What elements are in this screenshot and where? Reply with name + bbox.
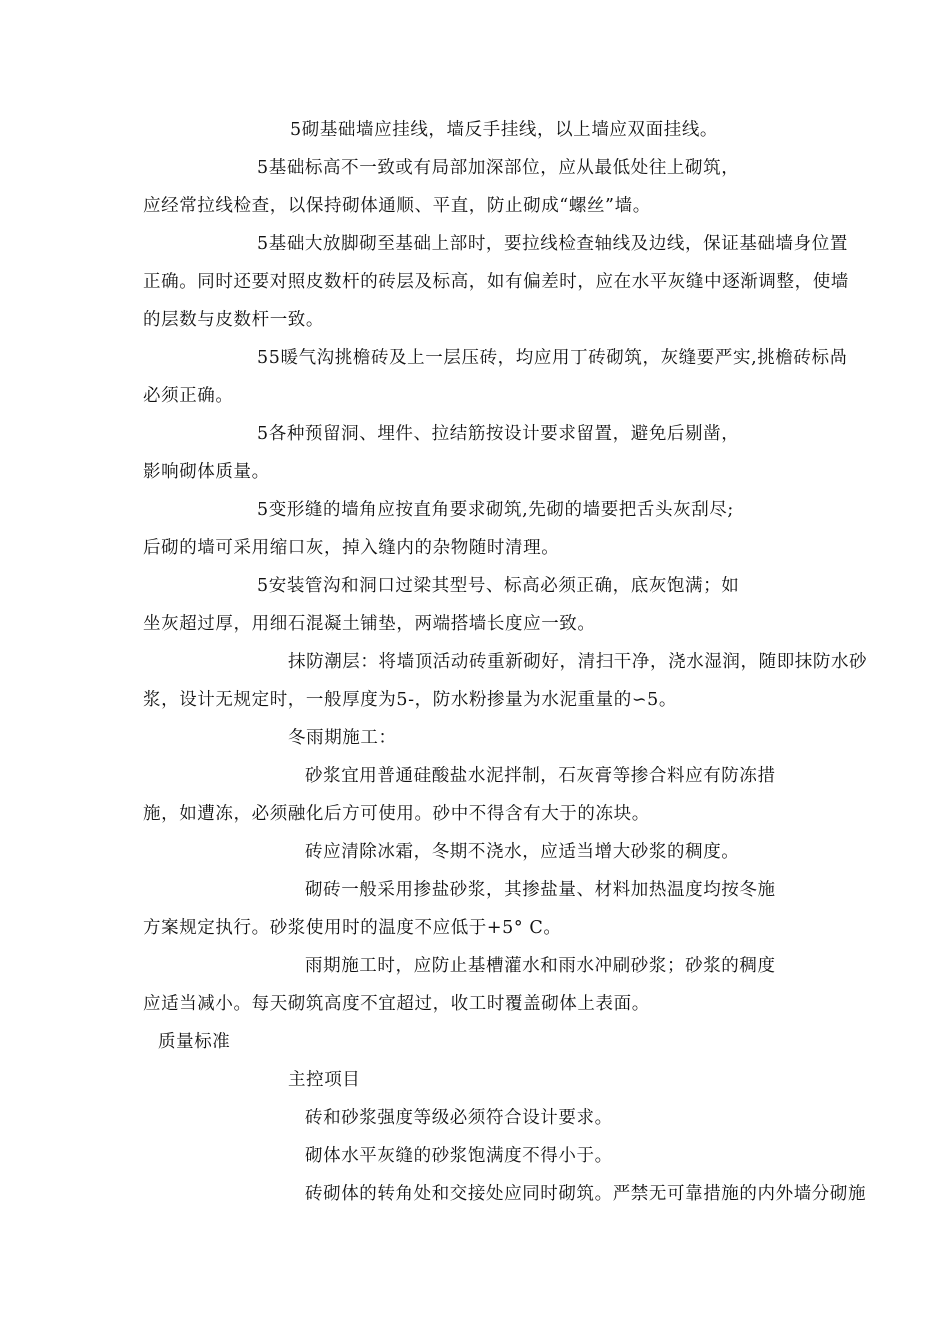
text-line: 影响砌体质量。 (143, 462, 270, 482)
text-line: 砂浆宜用普通硅酸盐水泥拌制，石灰膏等掺合料应有防冻措 (305, 766, 776, 786)
text-line: 抹防潮层：将墙顶活动砖重新砌好，清扫干净，浇水湿润，随即抹防水砂 (288, 652, 868, 672)
text-line: 坐灰超过厚，用细石混凝土铺垫，两端搭墙长度应一致。 (143, 614, 596, 634)
text-line: 浆，设计无规定时，一般厚度为5-，防水粉掺量为水泥重量的∽5。 (143, 690, 677, 710)
text-line: 55暖气沟挑檐砖及上一层压砖，均应用丁砖砌筑，灰缝要严实,挑檐砖标咼 (257, 348, 848, 368)
text-line: 施，如遭冻，必须融化后方可使用。砂中不得含有大于的冻块。 (143, 804, 650, 824)
section-heading: 冬雨期施工： (288, 728, 397, 748)
text-line: 后砌的墙可采用缩口灰，掉入缝内的杂物随时清理。 (143, 538, 560, 558)
text-line: 5砌基础墙应挂线，墙反手挂线，以上墙应双面挂线。 (290, 120, 719, 140)
text-line: 雨期施工时，应防止基槽灌水和雨水冲刷砂浆；砂浆的稠度 (305, 956, 776, 976)
text-line: 必须正确。 (143, 386, 234, 406)
text-line: 5变形缝的墙角应按直角要求砌筑,先砌的墙要把舌头灰刮尽; (257, 500, 734, 520)
text-line: 5各种预留洞、埋件、拉结筋按设计要求留置，避免后剔凿， (257, 424, 740, 444)
text-line: 5安装管沟和洞口过梁其型号、标高必须正确，底灰饱满；如 (257, 576, 740, 596)
text-line: 正确。同时还要对照皮数杆的砖层及标高，如有偏差时，应在水平灰缝中逐渐调整，使墙 (143, 272, 849, 292)
section-heading: 主控项目 (288, 1070, 361, 1090)
text-line: 5基础标高不一致或有局部加深部位，应从最低处往上砌筑， (257, 158, 740, 178)
text-line: 砖应清除冰霜，冬期不浇水，应适当增大砂浆的稠度。 (305, 842, 740, 862)
text-line: 砖砌体的转角处和交接处应同时砌筑。严禁无可靠措施的内外墙分砌施 (305, 1184, 867, 1204)
text-line: 5基础大放脚砌至基础上部时，要拉线检查轴线及边线，保证基础墙身位置 (257, 234, 848, 254)
text-line: 应适当减小。每天砌筑高度不宜超过，收工时覆盖砌体上表面。 (143, 994, 650, 1014)
section-heading: 质量标准 (158, 1032, 231, 1052)
text-line: 的层数与皮数杆一致。 (143, 310, 324, 330)
text-line: 砌砖一般采用掺盐砂浆，其掺盐量、材料加热温度均按冬施 (305, 880, 776, 900)
text-line: 方案规定执行。砂浆使用时的温度不应低于+5° C。 (143, 918, 562, 938)
text-line: 应经常拉线检查，以保持砌体通顺、平直，防止砌成“螺丝”墙。 (143, 196, 651, 216)
text-line: 砌体水平灰缝的砂浆饱满度不得小于。 (305, 1146, 613, 1166)
text-line: 砖和砂浆强度等级必须符合设计要求。 (305, 1108, 613, 1128)
